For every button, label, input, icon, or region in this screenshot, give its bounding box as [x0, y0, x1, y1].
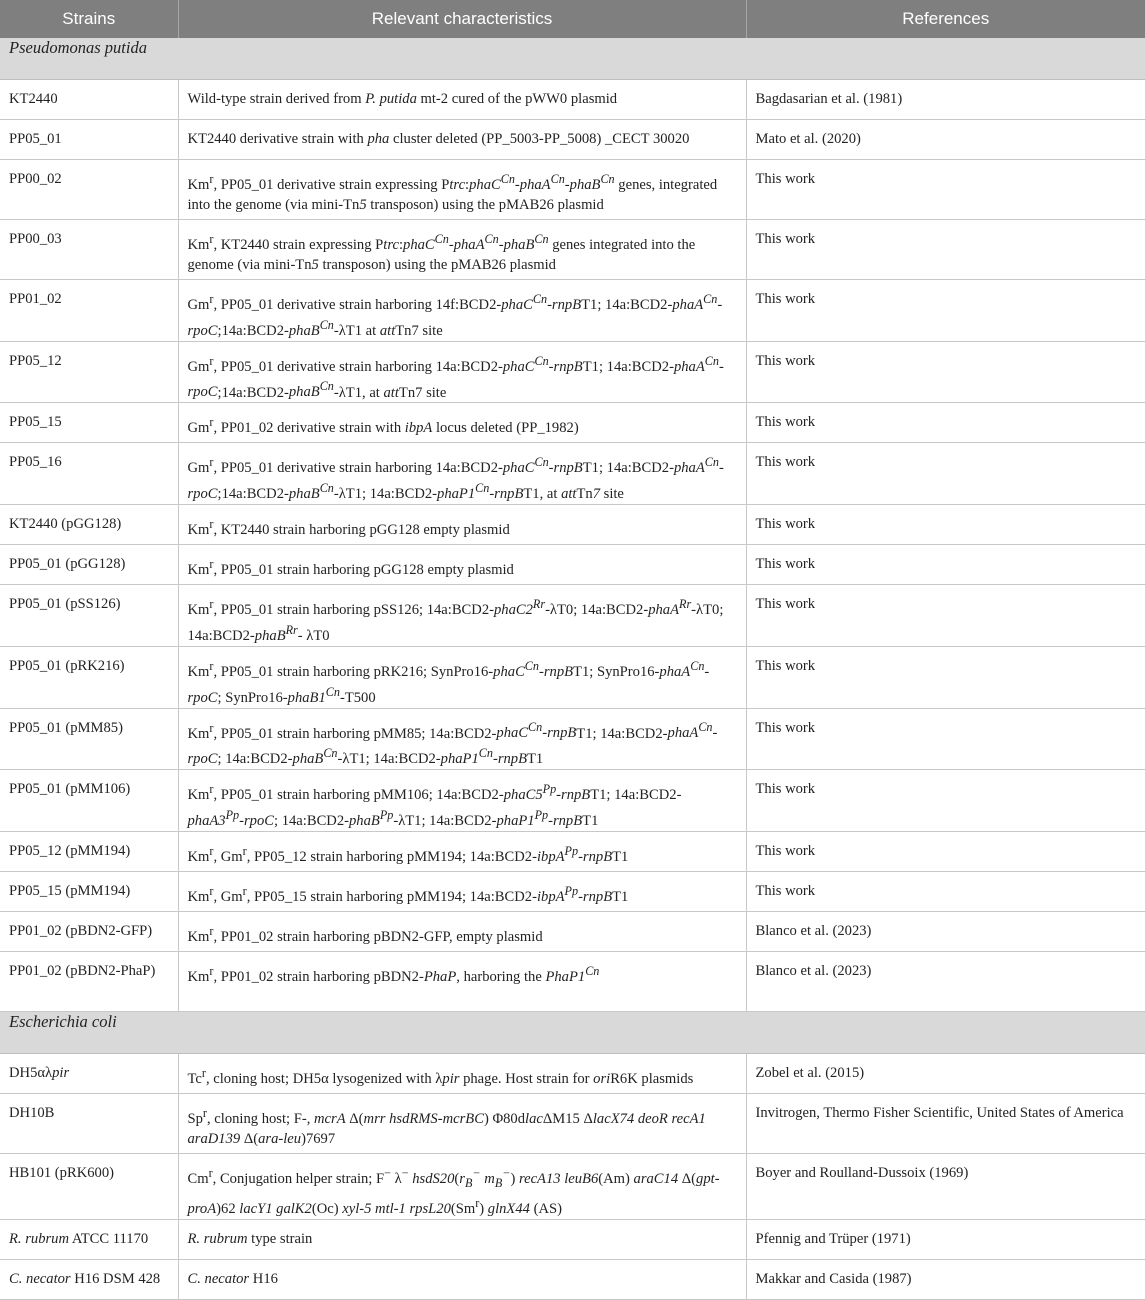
reference-cell: This work — [746, 646, 1145, 708]
table-row — [0, 585, 1145, 647]
strain-cell: PP05_01 (pMM85) — [0, 708, 178, 770]
strain-cell: PP05_16 — [0, 443, 178, 505]
section-title: Escherichia coli — [0, 1012, 1145, 1054]
characteristics-cell: R. rubrum type strain — [178, 1219, 746, 1259]
header-row — [0, 0, 1145, 38]
header-characteristics: Relevant characteristics — [178, 0, 746, 38]
strain-cell: C. necator H16 DSM 428 — [0, 1259, 178, 1299]
table-row — [0, 80, 1145, 120]
strain-cell: PP05_01 (pSS126) — [0, 585, 178, 647]
reference-cell: This work — [746, 545, 1145, 585]
reference-cell: Blanco et al. (2023) — [746, 912, 1145, 952]
reference-cell: This work — [746, 403, 1145, 443]
table-row — [0, 1259, 1145, 1299]
reference-cell: This work — [746, 832, 1145, 872]
strain-cell: KT2440 — [0, 80, 178, 120]
table-row — [0, 120, 1145, 160]
table-row — [0, 341, 1145, 403]
characteristics-cell: Km$^r$, PP05_01 derivative strain expressing Ptrc:phaC$^{Cn}$-phaA$^{Cn}$-phaB$^{Cn}$ genes, integrated into the genome (via mini-Tn5 transposon) using the pMAB26 plasmid — [178, 160, 746, 220]
characteristics-cell: Sp$^r$, cloning host; F-, mcrA Δ(mrr hsdRMS-mcrBC) Φ80dlacΔM15 ΔlacX74 deoR recA1 araD139 Δ(ara-leu)7697 — [178, 1094, 746, 1154]
strain-cell: KT2440 (pGG128) — [0, 505, 178, 545]
table-row — [0, 505, 1145, 545]
strain-cell: PP01_02 (pBDN2-GFP) — [0, 912, 178, 952]
table-row — [0, 1154, 1145, 1220]
strain-cell: PP05_01 (pRK216) — [0, 646, 178, 708]
characteristics-cell: Km$^r$, PP05_01 strain harboring pSS126; $14a:BCD2-phaC2^{Rr}-\lambda T0$; 14a:BCD2-phaA$^{Rr}$-λT0; 14a:BCD2-phaB$^{Rr}$- λT0 — [178, 585, 746, 647]
reference-cell: Mato et al. (2020) — [746, 120, 1145, 160]
characteristics-cell: Gm$^r$, PP05_01 derivative strain harboring 14f:BCD2-phaC$^{Cn}$-rnpBT1; 14a:BCD2-phaA$^{Cn}$-rpoC;14a:BCD2-phaB$^{Cn}$-λT1 at attTn7 site — [178, 280, 746, 342]
characteristics-cell: Gm$^r$, PP05_01 derivative strain harboring 14a:BCD2-phaC$^{Cn}$-rnpBT1; 14a:BCD2-phaA$^{Cn}$-rpoC;14a:BCD2-phaB$^{Cn}$-λT1; $14a:BCD2-phaP1^{Cn}-rnpBT1$, at attTn7 site — [178, 443, 746, 505]
table-body — [0, 38, 1145, 1299]
reference-cell: This work — [746, 872, 1145, 912]
characteristics-cell: Cm$^r$, Conjugation helper strain; F− λ− $hsdS20(r_B^-$ $m_B^-$) recA13 leuB6(Am) araC14 Δ(gpt-proA)62 lacY1 galK2(Oc) xyl-5 mtl-1 rpsL20(Sm$^r$) glnX44 (AS) — [178, 1154, 746, 1220]
table-row — [0, 872, 1145, 912]
characteristics-cell: Km$^r$, PP01_02 strain harboring pBDN2-PhaP, harboring the $PhaP1^{Cn}$ — [178, 952, 746, 1012]
reference-cell: This work — [746, 585, 1145, 647]
strain-cell: PP05_01 (pGG128) — [0, 545, 178, 585]
reference-cell: This work — [746, 160, 1145, 220]
section-title: Pseudomonas putida — [0, 38, 1145, 80]
table-row — [0, 403, 1145, 443]
reference-cell: Blanco et al. (2023) — [746, 952, 1145, 1012]
characteristics-cell: Gm$^r$, PP01_02 derivative strain with ibpA locus deleted (PP_1982) — [178, 403, 746, 443]
reference-cell: This work — [746, 443, 1145, 505]
characteristics-cell: Km$^r$, PP01_02 strain harboring pBDN2-GFP, empty plasmid — [178, 912, 746, 952]
strain-cell: PP05_12 — [0, 341, 178, 403]
characteristics-cell: Km$^r$, PP05_01 strain harboring pMM106; $14a:BCD2-phaC5^{Pp}-rnpBT1$; $14a:BCD2-phaA3^{Pp}$-rpoC; 14a:BCD2-phaB$^{Pp}$-λT1; $14a:BCD2-phaP1^{Pp}-rnpBT1$ — [178, 770, 746, 832]
table-row — [0, 952, 1145, 1012]
characteristics-cell: Tc$^r$, cloning host; DH5α lysogenized with λpir phage. Host strain for oriR6K plasmids — [178, 1054, 746, 1094]
characteristics-cell: C. necator H16 — [178, 1259, 746, 1299]
table-row — [0, 1094, 1145, 1154]
table-row — [0, 443, 1145, 505]
reference-cell: Zobel et al. (2015) — [746, 1054, 1145, 1094]
section-row — [0, 38, 1145, 80]
strain-cell: PP05_01 — [0, 120, 178, 160]
table-row — [0, 1219, 1145, 1259]
characteristics-cell: Km$^r$, PP05_01 strain harboring pRK216; SynPro16-phaC$^{Cn}$-rnpBT1; SynPro16-phaA$^{Cn}$-rpoC; $SynPro16-phaB1^{Cn}-T500$ — [178, 646, 746, 708]
strain-cell: PP05_12 (pMM194) — [0, 832, 178, 872]
table-row — [0, 220, 1145, 280]
strain-cell: HB101 (pRK600) — [0, 1154, 178, 1220]
characteristics-cell: Km$^r$, Gm$^r$, PP05_15 strain harboring pMM194; 14a:BCD2-ibpA$^{Pp}$-rnpBT1 — [178, 872, 746, 912]
strain-cell: R. rubrum ATCC 11170 — [0, 1219, 178, 1259]
table-row — [0, 545, 1145, 585]
reference-cell: Pfennig and Trüper (1971) — [746, 1219, 1145, 1259]
reference-cell: This work — [746, 220, 1145, 280]
reference-cell: This work — [746, 341, 1145, 403]
reference-cell: Makkar and Casida (1987) — [746, 1259, 1145, 1299]
reference-cell: This work — [746, 280, 1145, 342]
strain-cell: DH5αλpir — [0, 1054, 178, 1094]
characteristics-cell: Km$^r$, PP05_01 strain harboring pMM85; 14a:BCD2-phaC$^{Cn}$-rnpBT1; 14a:BCD2-phaA$^{Cn}$-rpoC; 14a:BCD2-phaB$^{Cn}$-λT1; $14a:BCD2-phaP1^{Cn}-rnpBT1$ — [178, 708, 746, 770]
characteristics-cell: KT2440 derivative strain with pha cluster deleted (PP_5003-PP_5008) _CECT 30020 — [178, 120, 746, 160]
strain-cell: PP00_03 — [0, 220, 178, 280]
reference-cell: Invitrogen, Thermo Fisher Scientific, United States of America — [746, 1094, 1145, 1154]
strain-cell: PP01_02 — [0, 280, 178, 342]
strain-cell: DH10B — [0, 1094, 178, 1154]
strain-cell: PP01_02 (pBDN2-PhaP) — [0, 952, 178, 1012]
table-row — [0, 770, 1145, 832]
reference-cell: This work — [746, 708, 1145, 770]
header-references: References — [746, 0, 1145, 38]
table-row — [0, 1054, 1145, 1094]
table-row — [0, 912, 1145, 952]
table-row — [0, 708, 1145, 770]
reference-cell: Boyer and Roulland-Dussoix (1969) — [746, 1154, 1145, 1220]
characteristics-cell: Gm$^r$, PP05_01 derivative strain harboring 14a:BCD2-phaC$^{Cn}$-rnpBT1; 14a:BCD2-phaA$^{Cn}$-rpoC;14a:BCD2-phaB$^{Cn}$-λT1, at attTn7 site — [178, 341, 746, 403]
table-row — [0, 832, 1145, 872]
characteristics-cell: Km$^r$, KT2440 strain harboring pGG128 empty plasmid — [178, 505, 746, 545]
reference-cell: This work — [746, 505, 1145, 545]
strain-cell: PP05_15 (pMM194) — [0, 872, 178, 912]
characteristics-cell: Km$^r$, KT2440 strain expressing Ptrc:phaC$^{Cn}$-phaA$^{Cn}$-phaB$^{Cn}$ genes integrated into the genome (via mini-Tn5 transposon) using the pMAB26 plasmid — [178, 220, 746, 280]
table-row — [0, 646, 1145, 708]
characteristics-cell: Km$^r$, PP05_01 strain harboring pGG128 empty plasmid — [178, 545, 746, 585]
characteristics-cell: Km$^r$, Gm$^r$, PP05_12 strain harboring pMM194; 14a:BCD2-ibpA$^{Pp}$-rnpBT1 — [178, 832, 746, 872]
header-strains: Strains — [0, 0, 178, 38]
reference-cell: Bagdasarian et al. (1981) — [746, 80, 1145, 120]
strain-cell: PP05_15 — [0, 403, 178, 443]
strain-cell: PP05_01 (pMM106) — [0, 770, 178, 832]
reference-cell: This work — [746, 770, 1145, 832]
table-row — [0, 160, 1145, 220]
strain-cell: PP00_02 — [0, 160, 178, 220]
table-row — [0, 280, 1145, 342]
characteristics-cell: Wild-type strain derived from P. putida mt-2 cured of the pWW0 plasmid — [178, 80, 746, 120]
section-row — [0, 1012, 1145, 1054]
